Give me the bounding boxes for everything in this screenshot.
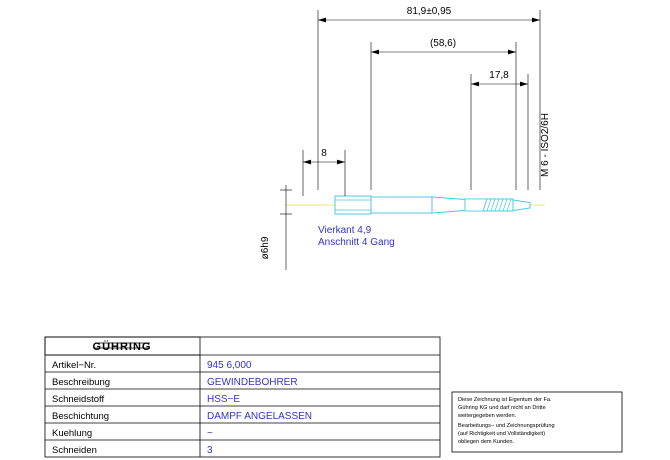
title-block [45, 337, 440, 457]
note-line-0: Diese Zeichnung ist Eigentum der Fa. [458, 397, 552, 403]
annotation-square: Vierkant 4,9 [318, 225, 372, 236]
legal-note-box [452, 392, 622, 452]
arrow-overall-right [532, 18, 540, 23]
arrow-square-left [303, 160, 311, 165]
arrow-shank-left [371, 50, 379, 55]
shank [371, 197, 432, 213]
note-line-2: weitergegeben werden. [458, 413, 517, 419]
arrow-thread-right [520, 82, 528, 87]
dimension-overall-length: 81,9±0,95 [406, 6, 452, 17]
row-label-1: Beschreibung [52, 377, 111, 388]
arrow-shank-right [508, 50, 516, 55]
row-label-5: Schneiden [52, 445, 97, 456]
dimension-shank-diameter: ø6h9 [260, 236, 271, 260]
dimension-thread-spec: M 6 - ISO2/6H [540, 113, 551, 177]
arrow-thread-left [471, 82, 479, 87]
company-logo: GÜHRING [92, 341, 152, 353]
thread-chamfer [465, 199, 487, 211]
note-line-3: Bearbeitungs− und Zeichnungsprüfung [458, 423, 555, 429]
note-line-4: (auf Richtigkeit und Vollständigkeit) [458, 431, 546, 437]
row-value-5: 3 [207, 445, 213, 456]
row-value-0: 945 6,000 [207, 360, 252, 371]
note-line-5: obliegen dem Kunden. [458, 439, 514, 445]
row-label-2: Schneidstoff [52, 394, 105, 405]
arrow-square-right [337, 160, 345, 165]
row-value-1: GEWINDEBOHRER [207, 377, 298, 388]
row-value-3: DAMPF ANGELASSEN [207, 411, 313, 422]
arrow-overall-left [318, 18, 326, 23]
dimension-shank-length: (58,6) [429, 38, 457, 49]
annotation-chamfer: Anschnitt 4 Gang [318, 237, 395, 248]
square-drive [335, 196, 371, 214]
neck-transition [432, 197, 465, 213]
tool-tip [513, 200, 530, 211]
row-label-0: Artikel−Nr. [52, 360, 97, 371]
row-value-4: − [207, 428, 213, 439]
note-line-1: Gühring KG und darf nicht an Dritte [458, 405, 546, 411]
row-label-4: Kuehlung [52, 428, 93, 439]
dimension-square-length: 8 [321, 148, 327, 159]
dimension-thread-length: 17,8 [489, 70, 509, 81]
row-label-3: Beschichtung [52, 411, 110, 422]
row-value-2: HSS−E [207, 394, 241, 405]
